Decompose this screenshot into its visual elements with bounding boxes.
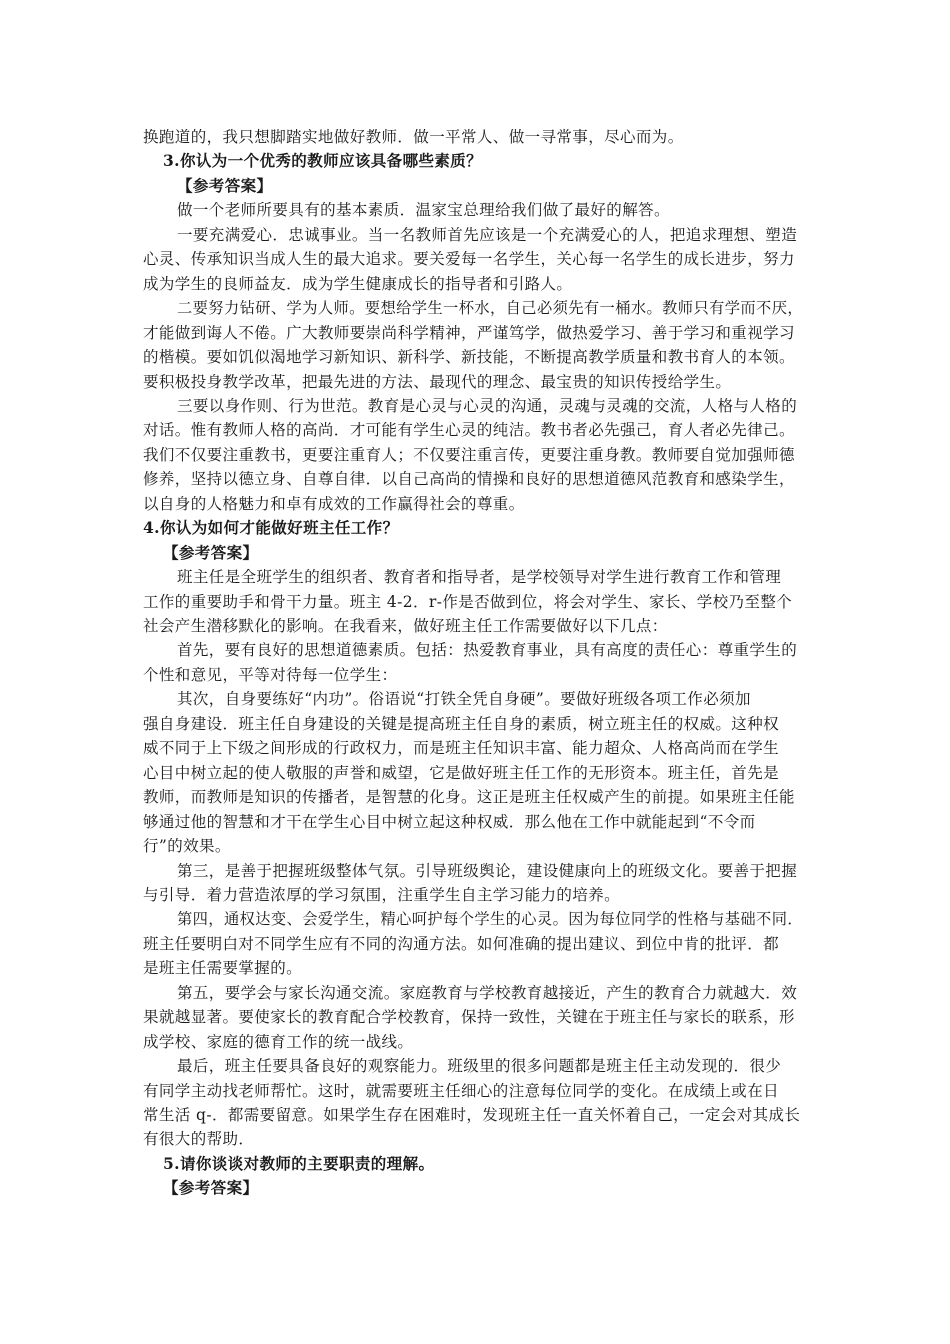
text-line: 成学校、家庭的德育工作的统一战线。 xyxy=(143,1033,414,1051)
text-line: 其次，自身要练好“内功”。俗语说“打铁全凭自身硬”。要做好班级各项工作必须加 xyxy=(177,690,751,708)
text-line: 对话。惟有教师人格的高尚．才可能有学生心灵的纯洁。教书者必先强己，育人者必先律己。 xyxy=(143,421,795,439)
text-line: 常生活 q-．都需要留意。如果学生存在困难时，发现班主任一直关怀着自己，一定会对其成长 xyxy=(143,1106,801,1124)
text-line: 心目中树立起的使人敬服的声誉和威望，它是做好班主任工作的无形资本。班主任，首先是 xyxy=(143,764,780,782)
text-line: 是班主任需要掌握的。 xyxy=(143,959,303,977)
text-line: 一要充满爱心．忠诚事业。当一名教师首先应该是一个充满爱心的人，把追求理想、塑造 xyxy=(177,226,798,244)
text-line: 换跑道的，我只想脚踏实地做好教师．做一平常人、做一寻常事，尽心而为。 xyxy=(143,128,684,146)
text-line: 三要以身作则、行为世范。教育是心灵与心灵的沟通，灵魂与灵魂的交流，人格与人格的 xyxy=(177,397,798,415)
text-line: 成为学生的良师益友．成为学生健康成长的指导者和引路人。 xyxy=(143,275,573,293)
text-line: 第三，是善于把握班级整体气氛。引导班级舆论，建设健康向上的班级文化。要善于把握 xyxy=(177,862,798,880)
text-line: 的楷模。要如饥似渴地学习新知识、新科学、新技能，不断提高教学质量和教书育人的本领。 xyxy=(143,348,795,366)
text-line: 第四，通权达变、会爱学生，精心呵护每个学生的心灵。因为每位同学的性格与基础不同． xyxy=(177,910,803,928)
text-line: 教师，而教师是知识的传播者，是智慧的化身。这正是班主任权威产生的前提。如果班主任能 xyxy=(143,788,795,806)
answer-heading: 【参考答案】 xyxy=(163,1178,259,1197)
text-line: 才能做到诲人不倦。广大教师要崇尚科学精神，严谨笃学，做热爱学习、善于学习和重视学习 xyxy=(143,324,795,342)
text-line: 以自身的人格魅力和卓有成效的工作赢得社会的尊重。 xyxy=(143,495,525,513)
text-line: 二要努力钻研、学为人师。要想给学生一杯水，自己必须先有一桶水。教师只有学而不厌， xyxy=(177,299,803,317)
text-line: 首先，要有良好的思想道德素质。包括：热爱教育事业，具有高度的责任心：尊重学生的 xyxy=(177,641,798,659)
text-line: 果就越显著。要使家长的教育配合学校教育，保持一致性，关键在于班主任与家长的联系，形 xyxy=(143,1008,795,1026)
text-line: 做一个老师所要具有的基本素质．温家宝总理给我们做了最好的解答。 xyxy=(177,201,670,219)
text-line: 与引导．着力营造浓厚的学习氛围，注重学生自主学习能力的培养。 xyxy=(143,886,621,904)
text-line: 强自身建设．班主任自身建设的关键是提高班主任自身的素质，树立班主任的权威。这种权 xyxy=(143,715,780,733)
text-line: 行”的效果。 xyxy=(143,837,231,855)
text-line: 班主任是全班学生的组织者、教育者和指导者，是学校领导对学生进行教育工作和管理 xyxy=(177,568,782,586)
answer-heading: 【参考答案】 xyxy=(163,543,259,562)
text-line: 我们不仅要注重教书，更要注重育人；不仅要注重言传，更要注重身教。教师要自觉加强师德 xyxy=(143,446,795,464)
text-line: 社会产生潜移默化的影响。在我看来，做好班主任工作需要做好以下几点： xyxy=(143,617,668,635)
question-heading: 4.你认为如何才能做好班主任工作？ xyxy=(143,518,399,537)
text-line: 第五，要学会与家长沟通交流。家庭教育与学校教育越接近，产生的教育合力就越大．效 xyxy=(177,984,798,1002)
text-line: 班主任要明白对不同学生应有不同的沟通方法。如何准确的提出建议、到位中肯的批评．都 xyxy=(143,935,780,953)
text-line: 最后，班主任要具备良好的观察能力。班级里的很多问题都是班主任主动发现的．很少 xyxy=(177,1057,782,1075)
question-heading: 5.请你谈谈对教师的主要职责的理解。 xyxy=(163,1154,435,1173)
text-line: 够通过他的智慧和才干在学生心目中树立起这种权威．那么他在工作中就能起到“不令而 xyxy=(143,813,756,831)
text-line: 心灵、传承知识当成人生的最大追求。要关爱每一名学生，关心每一名学生的成长进步，努力 xyxy=(143,250,795,268)
text-line: 个性和意见，平等对待每一位学生： xyxy=(143,666,398,684)
text-line: 工作的重要助手和骨干力量。班主 4-2．r-作是否做到位，将会对学生、家长、学校乃至整个 xyxy=(143,593,793,611)
text-line: 修养，坚持以德立身、自尊自律．以自己高尚的情操和良好的思想道德风范教育和感染学生， xyxy=(143,470,795,488)
question-heading: 3.你认为一个优秀的教师应该具备哪些素质？ xyxy=(163,151,483,170)
answer-heading: 【参考答案】 xyxy=(177,176,273,195)
text-line: 要积极投身教学改革，把最先进的方法、最现代的理念、最宝贵的知识传授给学生。 xyxy=(143,373,732,391)
text-line: 有很大的帮助． xyxy=(143,1130,255,1148)
text-line: 有同学主动找老师帮忙。这时，就需要班主任细心的注意每位同学的变化。在成绩上或在日 xyxy=(143,1082,780,1100)
text-line: 威不同于上下级之间形成的行政权力，而是班主任知识丰富、能力超众、人格高尚而在学生 xyxy=(143,739,780,757)
